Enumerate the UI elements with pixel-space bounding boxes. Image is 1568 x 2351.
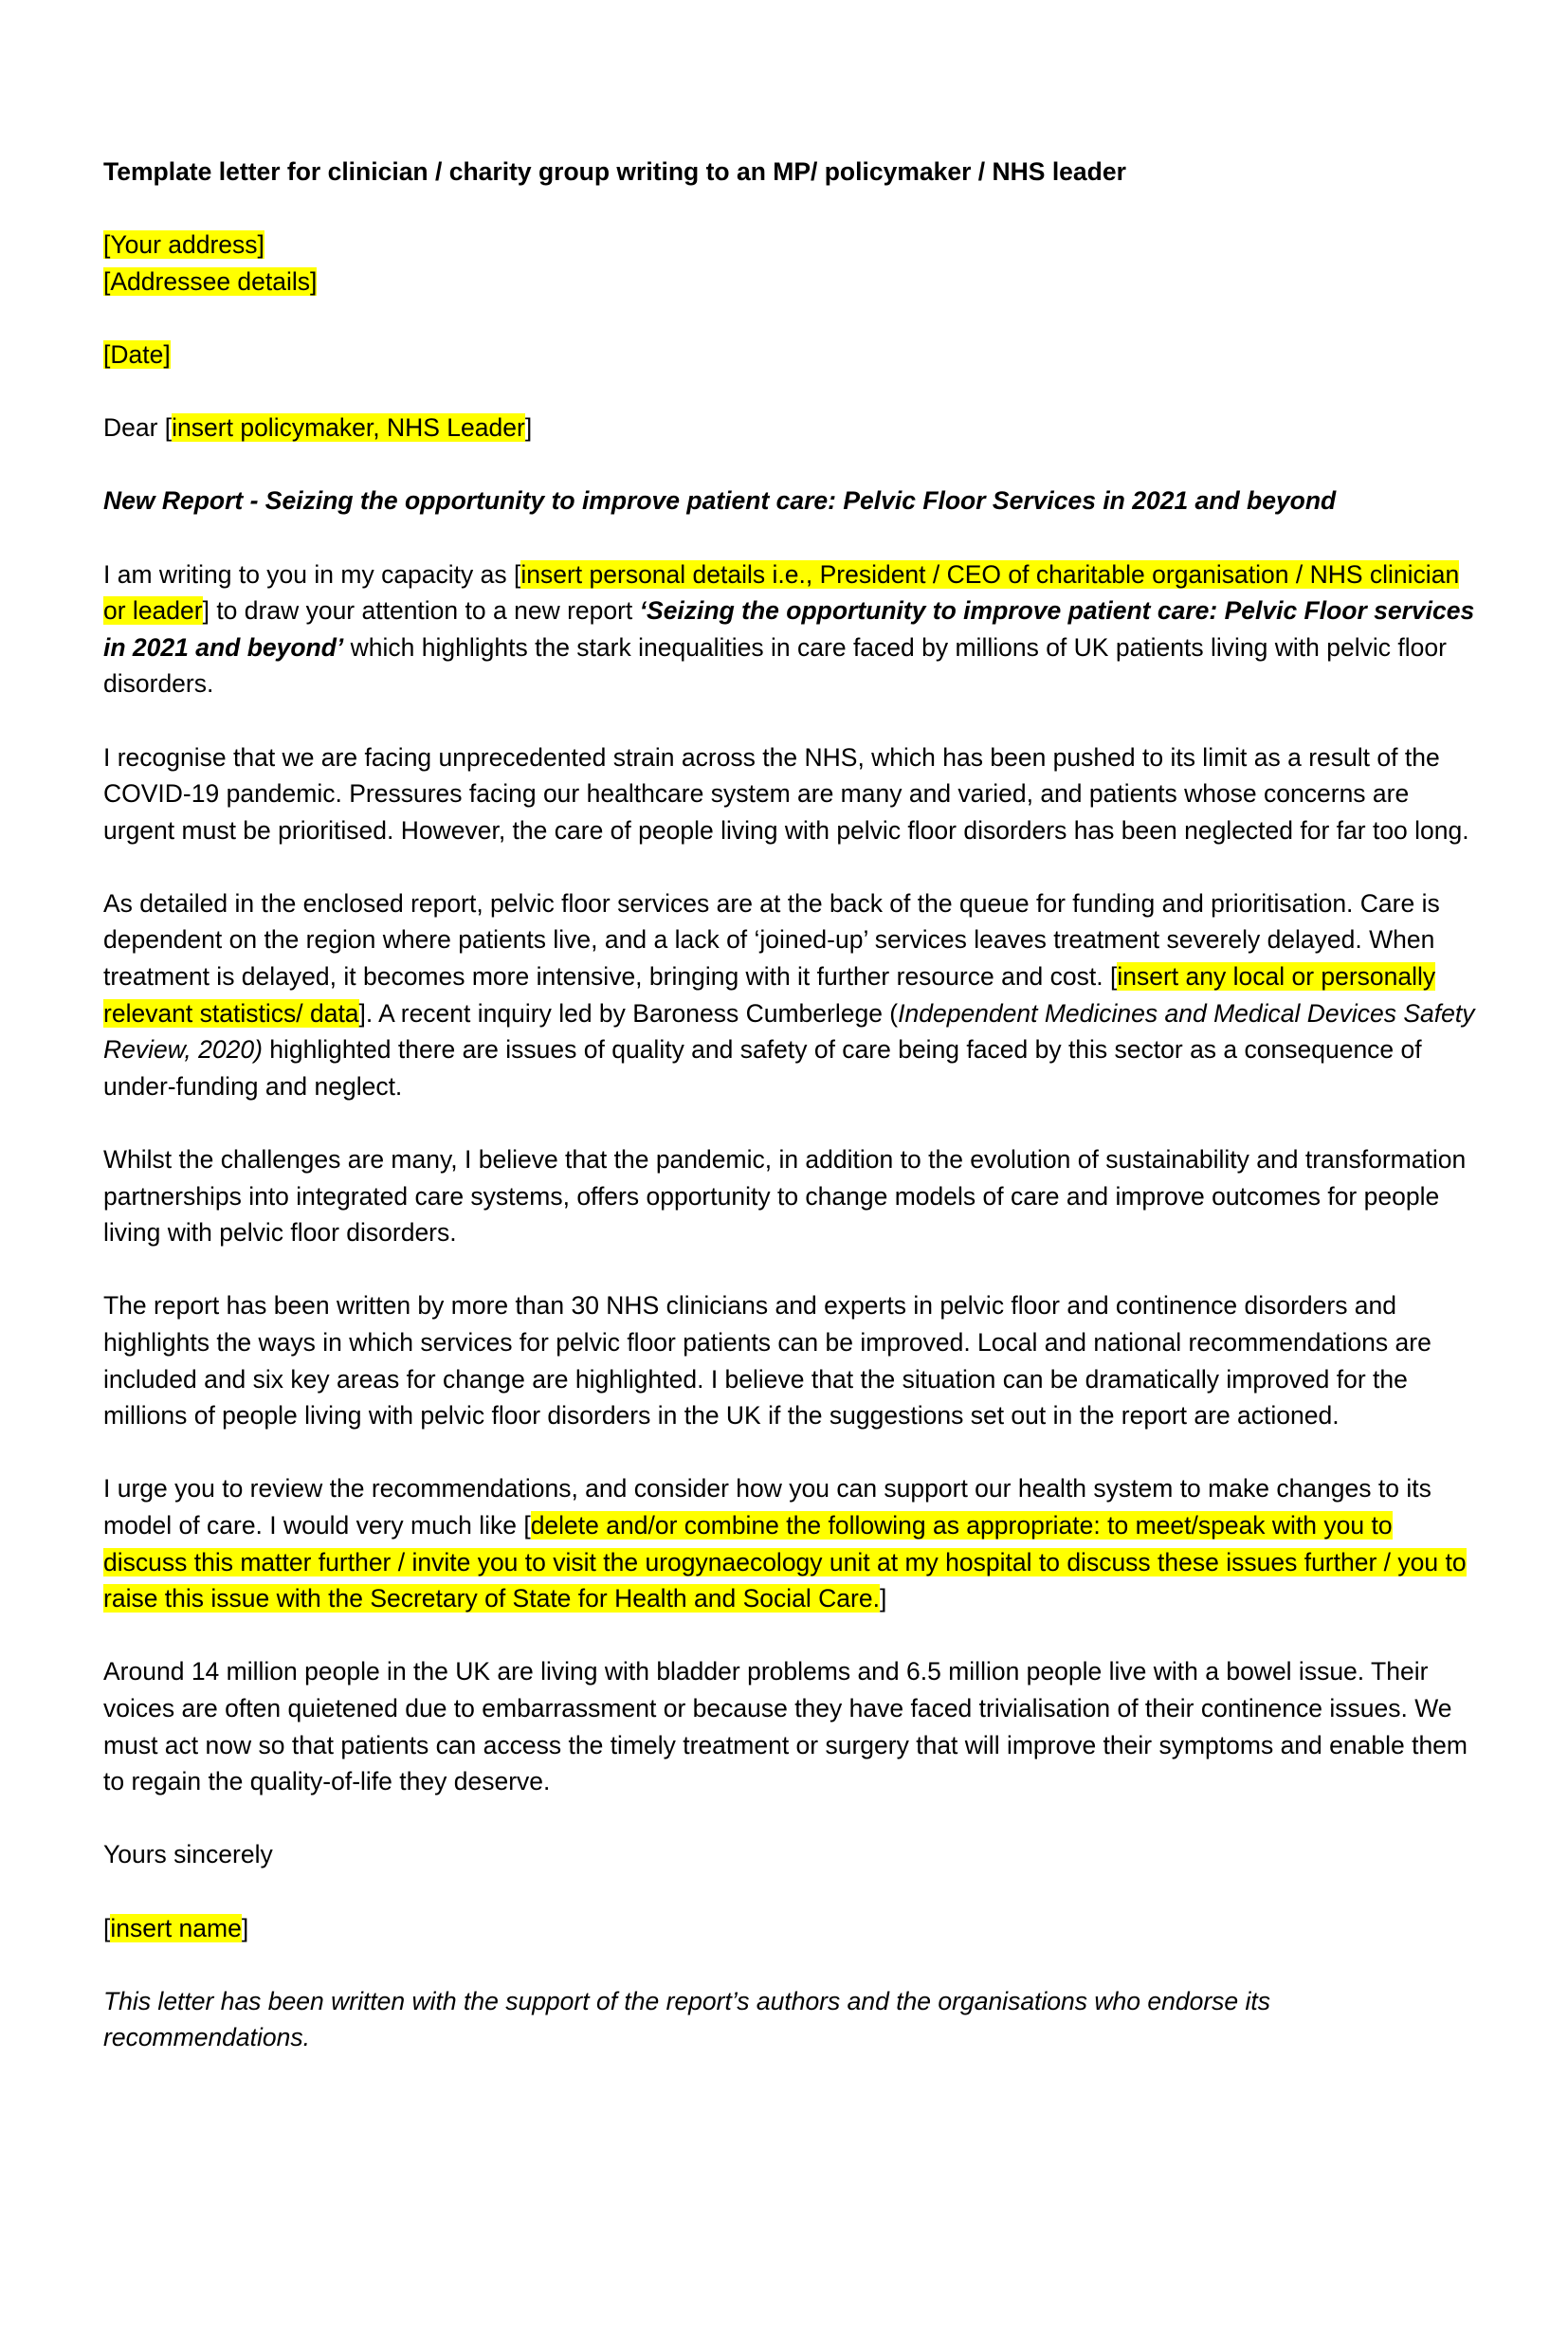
salutation	[103, 410, 1478, 447]
date-line	[103, 337, 1478, 374]
paragraph-report: The report has been written by more than 30 NHS clinicians and experts in pelvic floor and continence disorders and highlights the ways in which services for pelvic floor patients can be improved. Local and national recommendations are included and six key areas for change are highlighted. I believe that the situation can be dramatically improved for the millions of people living with pelvic floor disorders in the UK if the suggestions set out in the report are actioned.	[103, 1291, 1431, 1431]
paragraph-strain: I recognise that we are facing unprecedented strain across the NHS, which has been pushed to its limit as a result of the COVID-19 pandemic. Pressures facing our healthcare system are many and varied, and patients whose concerns are urgent must be prioritised. However, the care of people living with pelvic floor disorders has been neglected for far too long.	[103, 742, 1469, 845]
personal-details-placeholder: insert personal details i.e., President / CEO of charitable organisation / NHS clinician or leader	[103, 559, 1460, 626]
sign-off: Yours sincerely	[103, 1840, 273, 1869]
paragraph-text: I urge you to review the recommendations, and consider how you can support our health system to make changes to its model of care. I would very much like [	[103, 1474, 1431, 1540]
addressee-placeholder: [Addressee details]	[103, 266, 318, 296]
salutation-close: ]	[524, 413, 533, 443]
paragraph-text: ]	[879, 1584, 887, 1613]
salutation-placeholder: insert policymaker, NHS Leader	[172, 413, 525, 443]
paragraph-intro	[103, 556, 1478, 702]
signature-open: [	[103, 1913, 111, 1942]
signature	[103, 1910, 1478, 1947]
paragraph-text: As detailed in the enclosed report, pelvic floor services are at the back of the queue for funding and prioritisation. Care is dependent on the region where patients live, and a lack of ‘joined-up’ services leaves treatment severely delayed. When treatment is delayed, it becomes more intensive, bringing with it further resource and cost. [	[103, 888, 1440, 992]
paragraph-services	[103, 885, 1478, 1105]
your-address-placeholder: [Your address]	[103, 230, 264, 260]
paragraph-text: highlighted there are issues of quality and safety of care being faced by this sector as a consequence of under-funding and neglect.	[103, 1035, 1422, 1101]
paragraph-text: which highlights the stark inequalities in care faced by millions of UK patients living with pelvic floor disorders.	[103, 632, 1447, 699]
report-title: ‘Seizing the opportunity to improve patient care: Pelvic Floor services in 2021 and beyond’	[103, 596, 1475, 662]
statistics-placeholder: insert any local or personally relevant statistics/ data	[103, 962, 1436, 1028]
letter-subject: New Report - Seizing the opportunity to improve patient care: Pelvic Floor Services in 2021 and beyond	[103, 486, 1337, 516]
footnote: This letter has been written with the support of the report’s authors and the organisations who endorse its recommendations.	[103, 1986, 1270, 2052]
salutation-text: Dear [	[103, 413, 173, 443]
request-placeholder: delete and/or combine the following as appropriate: to meet/speak with you to discuss this matter further / invite you to visit the urogynaecology unit at my hospital to discuss these issues further / you to raise this issue with the Secretary of State for Health and Social Care.	[103, 1510, 1467, 1613]
address-block	[103, 227, 1478, 300]
page-title: Template letter for clinician / charity group writing to an MP/ policymaker / NHS leader	[103, 157, 1126, 186]
review-title: Independent Medicines and Medical Devices Safety Review, 2020)	[103, 998, 1475, 1065]
paragraph-text: ]. A recent inquiry led by Baroness Cumberlege (	[358, 998, 899, 1028]
signature-close: ]	[241, 1913, 249, 1942]
name-placeholder: insert name	[110, 1913, 242, 1942]
letter-page	[103, 154, 1478, 2092]
paragraph-request	[103, 1470, 1478, 1616]
date-placeholder: [Date]	[103, 339, 171, 369]
paragraph-text: ] to draw your attention to a new report	[202, 596, 640, 626]
paragraph-statistics: Around 14 million people in the UK are living with bladder problems and 6.5 million people live with a bowel issue. Their voices are often quietened due to embarrassment or because they have faced trivialisation of their continence issues. We must act now so that patients can access the timely treatment or surgery that will improve their symptoms and enable them to regain the quality-of-life they deserve.	[103, 1657, 1468, 1796]
paragraph-text: I am writing to you in my capacity as [	[103, 559, 521, 589]
paragraph-opportunity: Whilst the challenges are many, I believe that the pandemic, in addition to the evolution of sustainability and transformation partnerships into integrated care systems, offers opportunity to change models of care and improve outcomes for people living with pelvic floor disorders.	[103, 1145, 1467, 1248]
